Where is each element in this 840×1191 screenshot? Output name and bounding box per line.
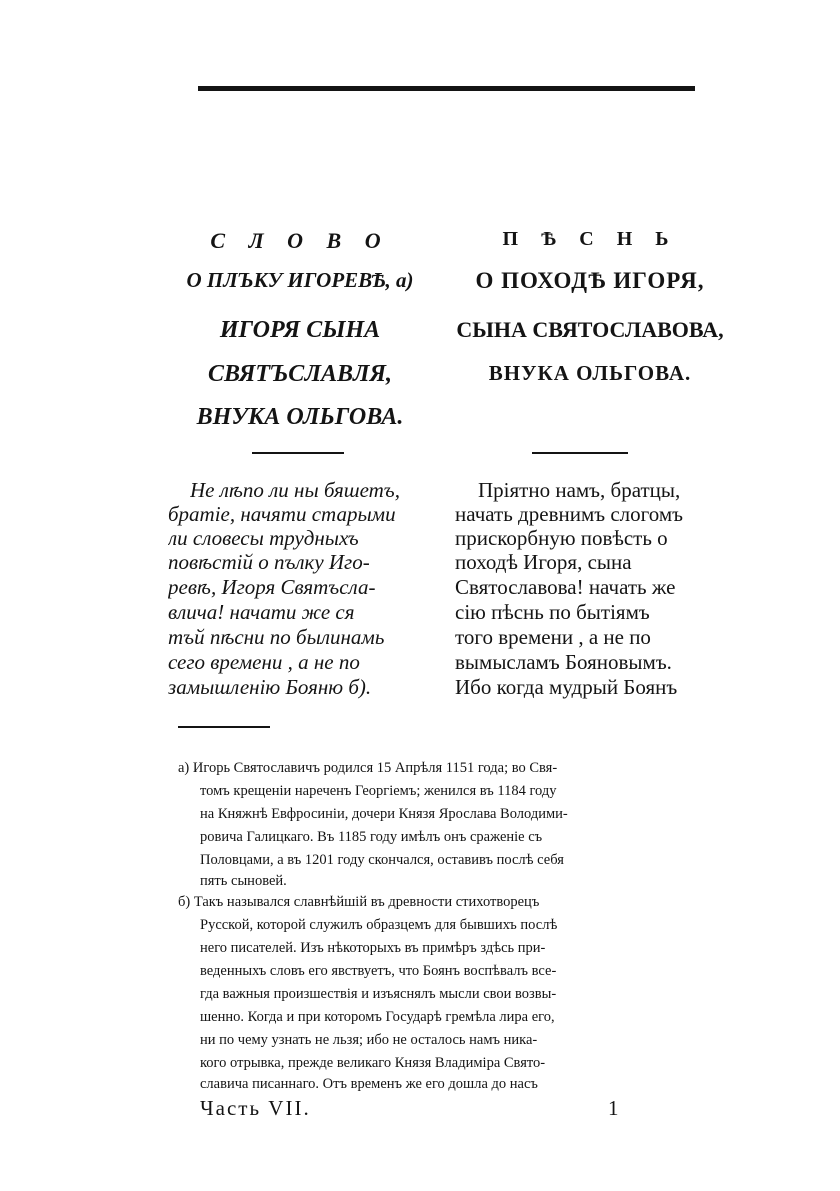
signature-mark: Часть VII. [200, 1096, 311, 1120]
footnote-rule [178, 726, 270, 728]
note-a-line-4: ровича Галицкаго. Въ 1185 году имѣлъ онъ сраженіе съ [200, 829, 543, 845]
note-a-line-5: Половцами, а въ 1201 году скончался, оставивъ послѣ себя [200, 852, 564, 868]
note-b-line-1: б) Такъ назывался славнѣйшій въ древности стихотворецъ [178, 894, 540, 910]
note-b-line-8: кого отрывка, прежде великаго Князя Владиміра Свято- [200, 1055, 546, 1071]
left-line-1: Не лѣпо ли ны бяшетъ, [190, 478, 400, 502]
right-title-line2: О ПОХОДѢ ИГОРЯ, [475, 268, 705, 293]
right-line-4: походѣ Игоря, сына [455, 550, 632, 574]
note-b-line-3: него писателей. Изъ нѣкоторыхъ въ примѣръ здѣсь при- [200, 940, 546, 956]
right-title-pesn: П Ѣ С Н Ь [502, 228, 678, 250]
left-line-2: братіе, начяти старыми [168, 502, 396, 526]
left-title-line3: ИГОРЯ СЫНА [219, 317, 381, 343]
note-b-line-4: веденныхъ словъ его явствуетъ, что Боянъ воспѣвалъ все- [200, 963, 557, 979]
note-b-line-9: славича писаннаго. Отъ временъ же его дошла до насъ [200, 1076, 538, 1092]
right-title-line4: ВНУКА ОЛЬГОВА. [488, 361, 692, 385]
left-line-9: замышленію Бояню б). [168, 675, 372, 699]
note-a-line-1: а) Игорь Святославичъ родился 15 Апрѣля 1151 года; во Свя- [178, 760, 558, 776]
left-title-rule [252, 452, 344, 454]
note-a-line-2: томъ крещеніи нареченъ Георгіемъ; женился въ 1184 году [200, 783, 557, 799]
note-b-line-7: ни по чему узнать не льзя; ибо не осталось намъ ника- [200, 1032, 538, 1048]
left-title-slovo: С Л О В О [210, 228, 390, 253]
left-title-line4: СВЯТЪСЛАВЛЯ, [207, 361, 393, 387]
left-line-4: повѣстій о пълку Иго- [168, 550, 370, 574]
right-line-6: сію пѣснь по бытіямъ [455, 600, 650, 624]
right-line-9: Ибо когда мудрый Боянъ [455, 675, 678, 699]
note-a-line-3: на Княжнѣ Евфросиніи, дочери Князя Ярослава Володими- [200, 806, 568, 822]
note-a-line-6: пять сыновей. [200, 873, 287, 889]
left-line-6: влича! начати же ся [168, 600, 355, 624]
right-line-7: того времени , а не по [455, 625, 651, 649]
right-title-rule [532, 452, 628, 454]
page-mark: 1 [608, 1096, 619, 1120]
right-line-8: вымысламъ Бояновымъ. [455, 650, 672, 674]
left-line-3: ли словесы трудныхъ [168, 526, 359, 550]
right-title-line3: СЫНА СВЯТОСЛАВОВА, [456, 317, 724, 342]
left-line-8: сего времени , а не по [168, 650, 360, 674]
right-line-5: Святославова! начать же [455, 575, 676, 599]
note-b-line-6: шенно. Когда и при которомъ Государѣ гремѣла лира его, [200, 1009, 555, 1025]
right-line-2: начать древнимъ слогомъ [455, 502, 683, 526]
note-b-line-5: гда важныя произшествія и изъяснялъ мысли свои возвы- [200, 986, 557, 1002]
note-b-line-2: Русской, которой служилъ образцемъ для бывшихъ послѣ [200, 917, 558, 933]
left-title-line5: ВНУКА ОЛЬГОВА. [196, 404, 404, 430]
top-rule [198, 86, 695, 91]
left-title-line2: О ПЛЪКУ ИГОРЕВѢ, а) [186, 268, 414, 292]
right-line-1: Пріятно намъ, братцы, [478, 478, 681, 502]
left-line-5: ревѣ, Игоря Святъсла- [168, 575, 376, 599]
right-line-3: прискорбную повѣсть о [455, 526, 668, 550]
left-line-7: тъй пѣсни по былинамь [168, 625, 385, 649]
